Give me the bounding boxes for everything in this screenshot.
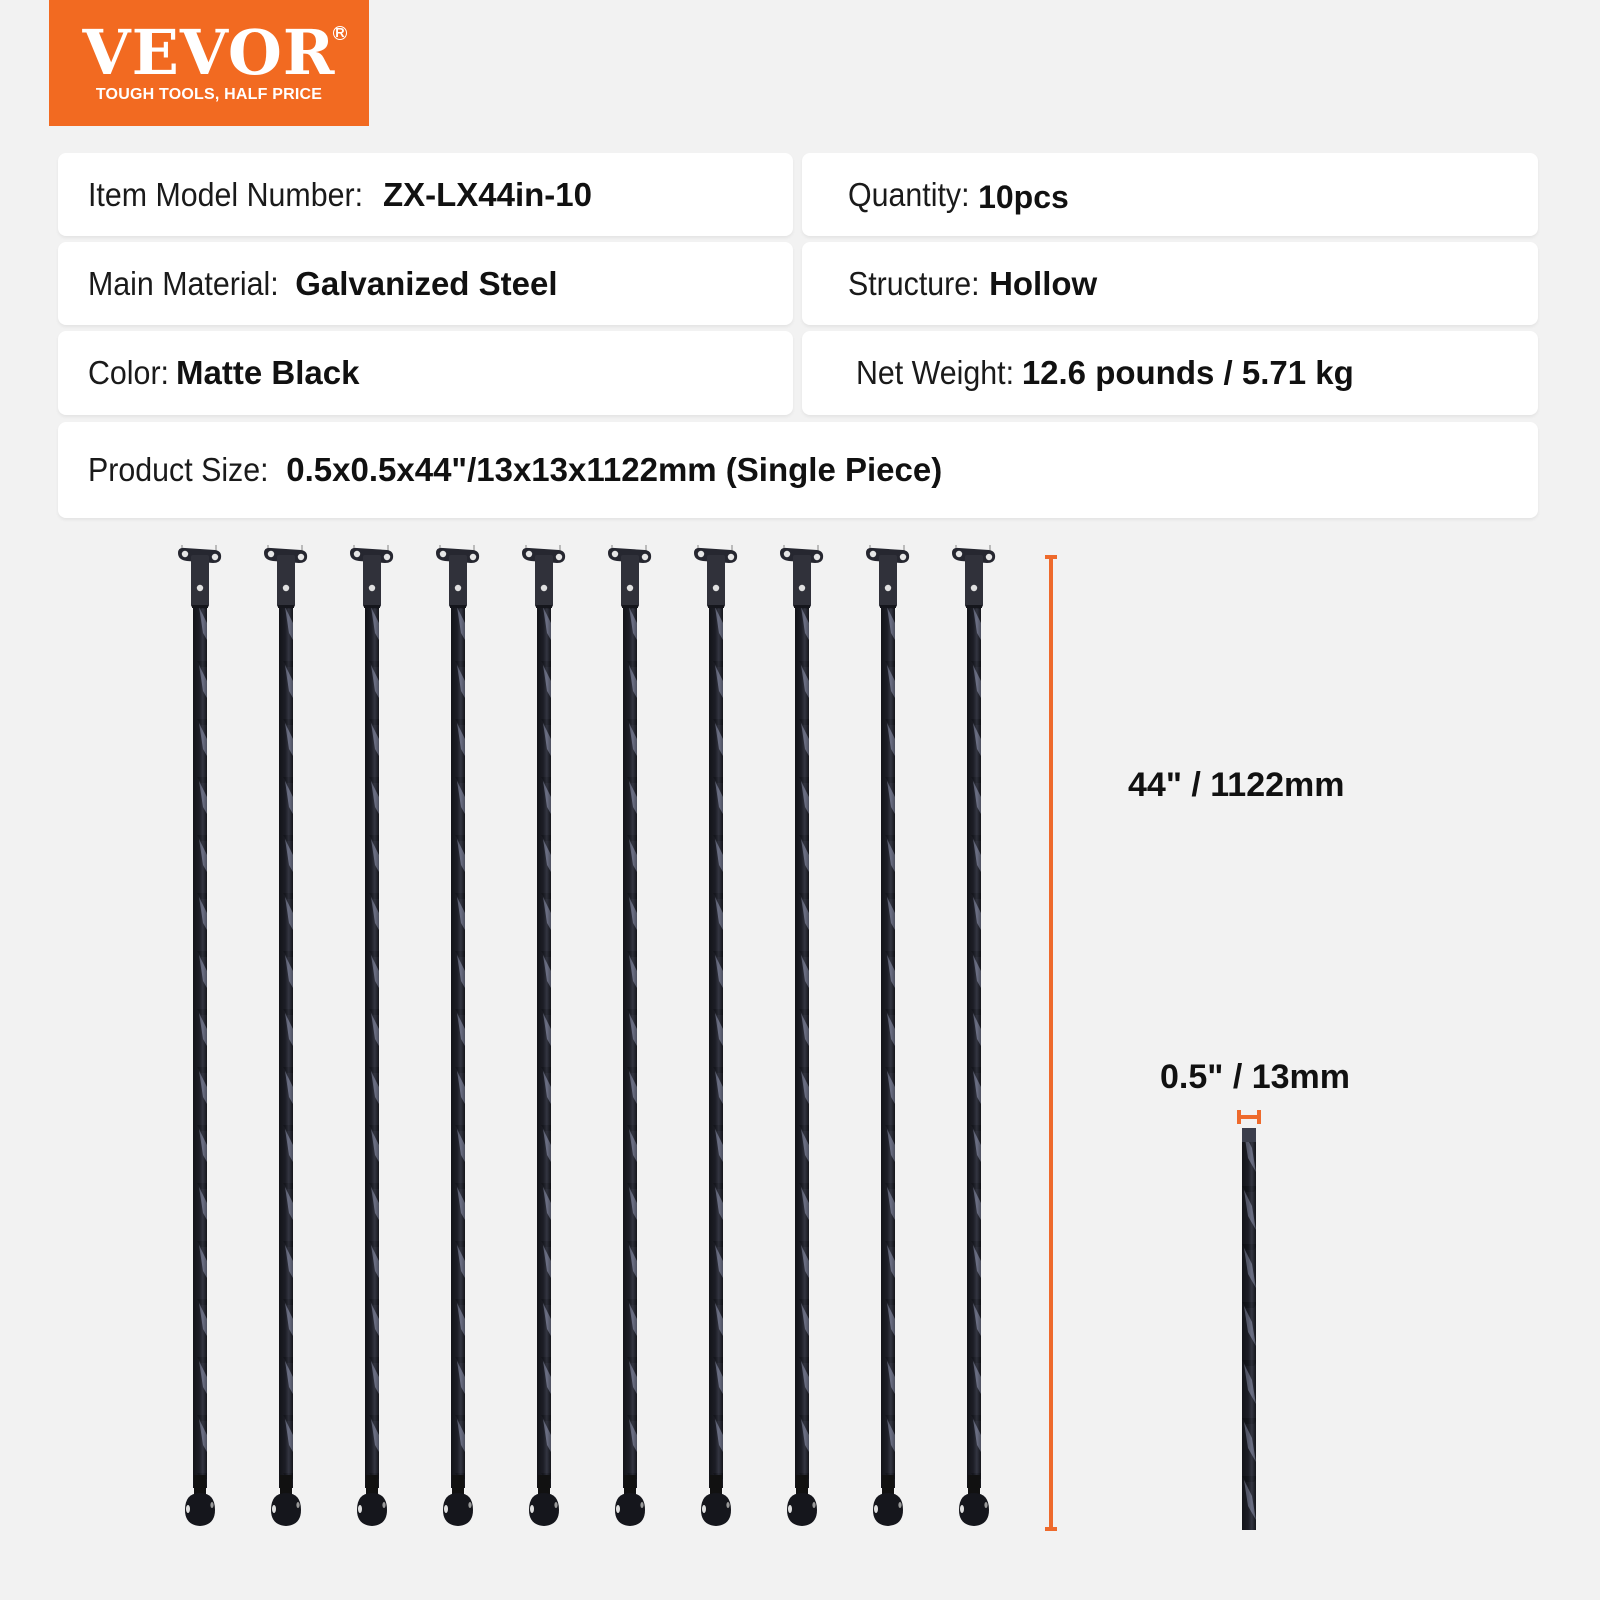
width-dimension-label: 0.5" / 13mm bbox=[1160, 1058, 1351, 1096]
spec-value: 0.5x0.5x44"/13x13x1122mm (Single Piece) bbox=[286, 451, 943, 488]
baluster-5 bbox=[519, 545, 569, 1537]
baluster-icon bbox=[949, 545, 999, 1537]
registered-mark-icon: R bbox=[333, 26, 347, 40]
baluster-icon bbox=[863, 545, 913, 1537]
baluster-1 bbox=[175, 545, 225, 1537]
spec-main-material bbox=[58, 242, 793, 325]
rod-detail-icon bbox=[1240, 1128, 1258, 1530]
spec-model-number bbox=[58, 153, 793, 236]
baluster-10 bbox=[949, 545, 999, 1537]
spec-label: Color: bbox=[88, 354, 169, 391]
baluster-6 bbox=[605, 545, 655, 1537]
baluster-4 bbox=[433, 545, 483, 1537]
spec-label: Main Material: bbox=[88, 264, 279, 302]
length-dimension-cap-top bbox=[1045, 555, 1057, 559]
single-rod-detail bbox=[1240, 1128, 1258, 1530]
baluster-icon bbox=[777, 545, 827, 1537]
spec-label: Item Model Number: bbox=[88, 175, 364, 213]
spec-quantity bbox=[802, 153, 1538, 236]
baluster-icon bbox=[175, 545, 225, 1537]
brand-tagline: TOUGH TOOLS, HALF PRICE bbox=[95, 86, 323, 103]
length-dimension-line bbox=[1049, 555, 1053, 1530]
spec-label: Product Size: bbox=[88, 451, 269, 488]
spec-value: Hollow bbox=[989, 264, 1098, 302]
baluster-icon bbox=[605, 545, 655, 1537]
spec-net-weight bbox=[802, 331, 1538, 415]
baluster-8 bbox=[777, 545, 827, 1537]
baluster-icon bbox=[261, 545, 311, 1537]
baluster-icon bbox=[433, 545, 483, 1537]
spec-value: Galvanized Steel bbox=[295, 264, 558, 302]
baluster-3 bbox=[347, 545, 397, 1537]
spec-label: Quantity: bbox=[848, 175, 970, 213]
spec-label: Structure: bbox=[848, 264, 980, 302]
length-dimension-cap-bottom bbox=[1045, 1527, 1057, 1531]
baluster-7 bbox=[691, 545, 741, 1537]
spec-value: 12.6 pounds / 5.71 kg bbox=[1021, 354, 1354, 391]
spec-color bbox=[58, 331, 793, 415]
spec-value: ZX-LX44in-10 bbox=[382, 175, 592, 213]
baluster-2 bbox=[261, 545, 311, 1537]
width-dimension-marker bbox=[1237, 1110, 1261, 1124]
spec-structure bbox=[802, 242, 1538, 325]
length-dimension-label: 44" / 1122mm bbox=[1128, 766, 1345, 804]
spec-label: Net Weight: bbox=[856, 354, 1015, 391]
baluster-icon bbox=[519, 545, 569, 1537]
vevor-logo bbox=[49, 0, 369, 126]
spec-value: Matte Black bbox=[176, 354, 360, 391]
spec-value: 10pcs bbox=[978, 179, 1069, 215]
brand-name: VEVOR bbox=[82, 16, 336, 89]
baluster-icon bbox=[691, 545, 741, 1537]
baluster-icon bbox=[347, 545, 397, 1537]
baluster-9 bbox=[863, 545, 913, 1537]
spec-product-size bbox=[58, 422, 1538, 518]
